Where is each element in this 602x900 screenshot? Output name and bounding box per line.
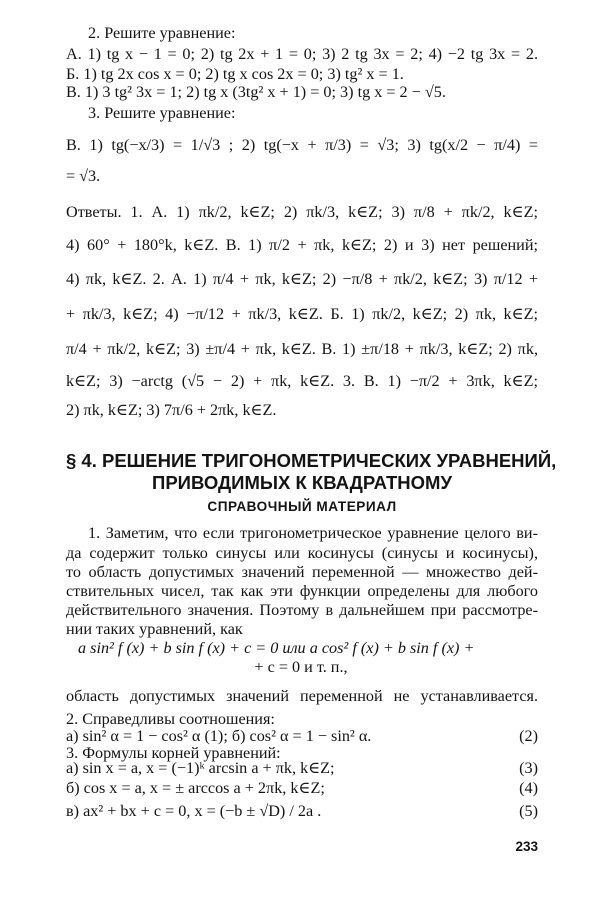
task2-line-b: Б. 1) tg 2x cos x = 0; 2) tg x cos 2x = 0; 3) tg² x = 1.	[66, 65, 404, 83]
formula-line2: + c = 0 и т. п.,	[254, 658, 348, 676]
equation-number: (5)	[519, 802, 538, 820]
section-heading-line2: ПРИВОДИМЫХ К КВАДРАТНОМУ	[152, 472, 452, 493]
answers-line: + πk/3, k∈Z; 4) −π/12 + πk/3, k∈Z. Б. 1) πk/2, k∈Z; 2) πk, k∈Z;	[66, 305, 538, 323]
task2-title: 2. Решите уравнение:	[88, 24, 236, 42]
task3-title: 3. Решите уравнение:	[88, 104, 236, 122]
equation-number: (4)	[519, 779, 538, 797]
task3-line-v1: В. 1) tg(−x/3) = 1/√3 ; 2) tg(−x + π/3) = √3; 3) tg(x/2 − π/4) =	[66, 136, 538, 154]
answers-line: Ответы. 1. А. 1) πk/2, k∈Z; 2) πk/3, k∈Z; 3) π/8 + πk/2, k∈Z;	[66, 203, 538, 221]
paragraph1-line: да содержит только синусы или косинусы (синусы и косинусы),	[66, 544, 538, 562]
task2-line-a: А. 1) tg x − 1 = 0; 2) tg 2x + 1 = 0; 3) 2 tg 3x = 2; 4) −2 tg 3x = 2.	[66, 45, 538, 63]
answers-line: 4) 60° + 180°k, k∈Z. В. 1) π/2 + πk, k∈Z; 2) и 3) нет решений;	[66, 236, 538, 254]
paragraph2-formula: а) sin² α = 1 − cos² α (1); б) cos² α = 1 − sin² α.	[66, 727, 372, 745]
answers-line: k∈Z; 3) −arctg (√5 − 2) + πk, k∈Z. 3. В. 1) −π/2 + 3πk, k∈Z;	[66, 372, 538, 390]
answers-line: 2) πk, k∈Z; 3) 7π/6 + 2πk, k∈Z.	[66, 401, 277, 419]
answers-line: π/4 + πk/2, k∈Z; 3) ±π/4 + πk, k∈Z. В. 1) ±π/18 + πk/3, k∈Z; 2) πk,	[66, 340, 538, 358]
section-heading-line1: § 4. РЕШЕНИЕ ТРИГОНОМЕТРИЧЕСКИХ УРАВНЕНИЙ,	[66, 450, 557, 471]
formula-line1: a sin² f (x) + b sin f (x) + c = 0 или a cos² f (x) + b sin f (x) +	[78, 639, 475, 657]
formula-item: в) ax² + bx + c = 0, x = (−b ± √D) / 2a .	[66, 802, 322, 820]
paragraph1-line: 1. Заметим, что если тригонометрическое уравнение целого ви-	[88, 524, 538, 542]
task2-line-v: В. 1) 3 tg² 3x = 1; 2) tg x (3tg² x + 1) = 0; 3) tg x = 2 − √5.	[66, 83, 446, 101]
paragraph1-tail: область допустимых значений переменной не устанавливается.	[66, 687, 538, 705]
paragraph2-title: 2. Справедливы соотношения:	[66, 710, 275, 728]
task3-line-v2: = √3.	[66, 167, 101, 185]
equation-number: (3)	[519, 759, 538, 777]
reference-subheading: СПРАВОЧНЫЙ МАТЕРИАЛ	[207, 499, 397, 514]
paragraph1-line: нии таких уравнений, как	[66, 620, 243, 638]
equation-number: (2)	[519, 727, 538, 745]
page-number: 233	[515, 839, 538, 854]
paragraph1-line: действительного значения. Поэтому в дальнейшем при рассмотре-	[66, 601, 538, 619]
paragraph1-line: то область допустимых значений переменной — множество дей-	[66, 563, 538, 581]
formula-item: б) cos x = a, x = ± arccos a + 2πk, k∈Z;	[66, 779, 325, 797]
paragraph1-line: ствительных чисел, так как эти функции определены для любого	[66, 582, 538, 600]
paragraph3-title: 3. Формулы корней уравнений:	[66, 744, 281, 762]
answers-line: 4) πk, k∈Z. 2. А. 1) π/4 + πk, k∈Z; 2) −π/8 + πk/2, k∈Z; 3) π/12 +	[66, 270, 538, 288]
formula-item: а) sin x = a, x = (−1)ᵏ arcsin a + πk, k∈Z;	[66, 759, 335, 777]
